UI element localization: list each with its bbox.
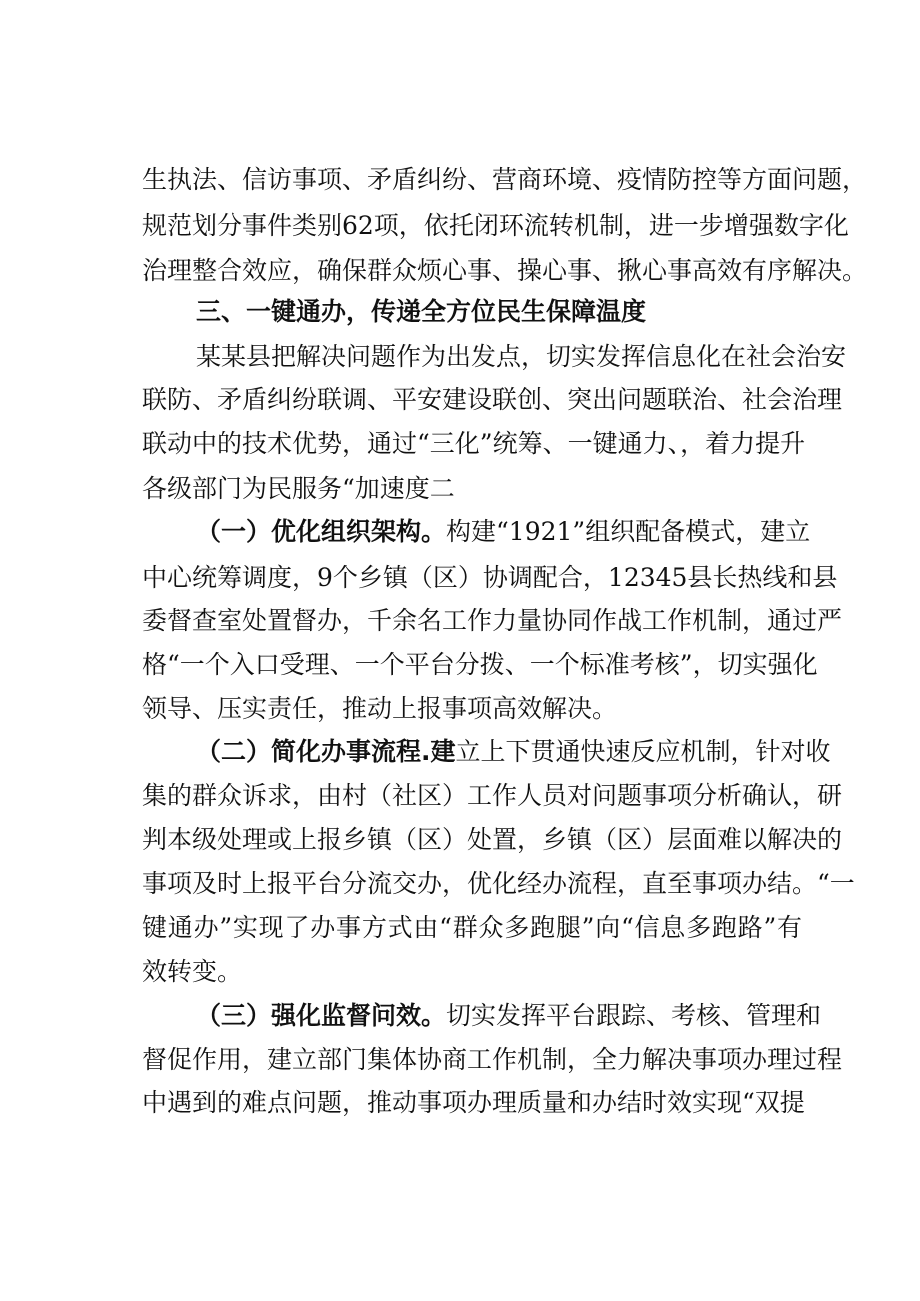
item-first-line — [196, 998, 822, 1034]
item-first-line — [196, 514, 811, 550]
text-line: 委督查室处置督办，千余名工作力量协同作战工作机制，通过严 — [142, 606, 843, 635]
section-heading: 三、一键通办，传递全方位民生保障温度 — [196, 297, 647, 326]
text-line: 事项及时上报平台分流交办，优化经办流程，直至事项办结。“一 — [142, 869, 855, 898]
text-line: 治理整合效应，确保群众烦心事、操心事、揪心事高效有序解决。 — [142, 256, 868, 285]
item-title: （二）简化办事流程.建 — [196, 737, 456, 766]
text-line: 效转变。 — [142, 957, 243, 986]
text-line: 集的群众诉求，由村（社区）工作人员对问题事项分析确认，研 — [142, 781, 843, 810]
text-line: 中遇到的难点问题，推动事项办理质量和办结时效实现“双提 — [142, 1088, 805, 1117]
text-line: 各级部门为民服务“加速度二 — [142, 474, 455, 503]
text-line: 联动中的技术优势，通过“三化”统筹、一键通力、，着力提升 — [142, 429, 806, 458]
item-first-line — [196, 734, 831, 770]
item-title: （三）强化监督问效。 — [196, 1001, 447, 1030]
text-line: 某某县把解决问题作为出发点，切实发挥信息化在社会治安 — [196, 342, 847, 371]
item-title: （一）优化组织架构。 — [196, 517, 447, 546]
text-line: 中心统筹调度，9个乡镇（区）协调配合，12345县长热线和县 — [142, 563, 838, 592]
text-line: 领导、压实责任，推动上报事项高效解决。 — [142, 694, 618, 723]
text-line: 规范划分事件类别62项，依托闭环流转机制，进一步增强数字化 — [142, 211, 849, 240]
item-text: 立上下贯通快速反应机制，针对收 — [455, 737, 831, 766]
text-line: 格“一个入口受理、一个平台分拨、一个标准考核”，切实强化 — [142, 650, 818, 679]
text-line: 键通办”实现了办事方式由“群众多跑腿”向“信息多跑路”有 — [142, 913, 802, 942]
text-line: 生执法、信访事项、矛盾纠纷、营商环境、疫情防控等方面问题， — [142, 165, 868, 194]
text-line: 判本级处理或上报乡镇（区）处置，乡镇（区）层面难以解决的 — [142, 825, 843, 854]
item-text: 构建“1921”组织配备模式，建立 — [446, 517, 811, 546]
item-text: 切实发挥平台跟踪、考核、管理和 — [446, 1001, 822, 1030]
text-line: 督促作用，建立部门集体协商工作机制，全力解决事项办理过程 — [142, 1045, 843, 1074]
text-line: 联防、矛盾纠纷联调、平安建设联创、突出问题联治、社会治理 — [142, 385, 843, 414]
